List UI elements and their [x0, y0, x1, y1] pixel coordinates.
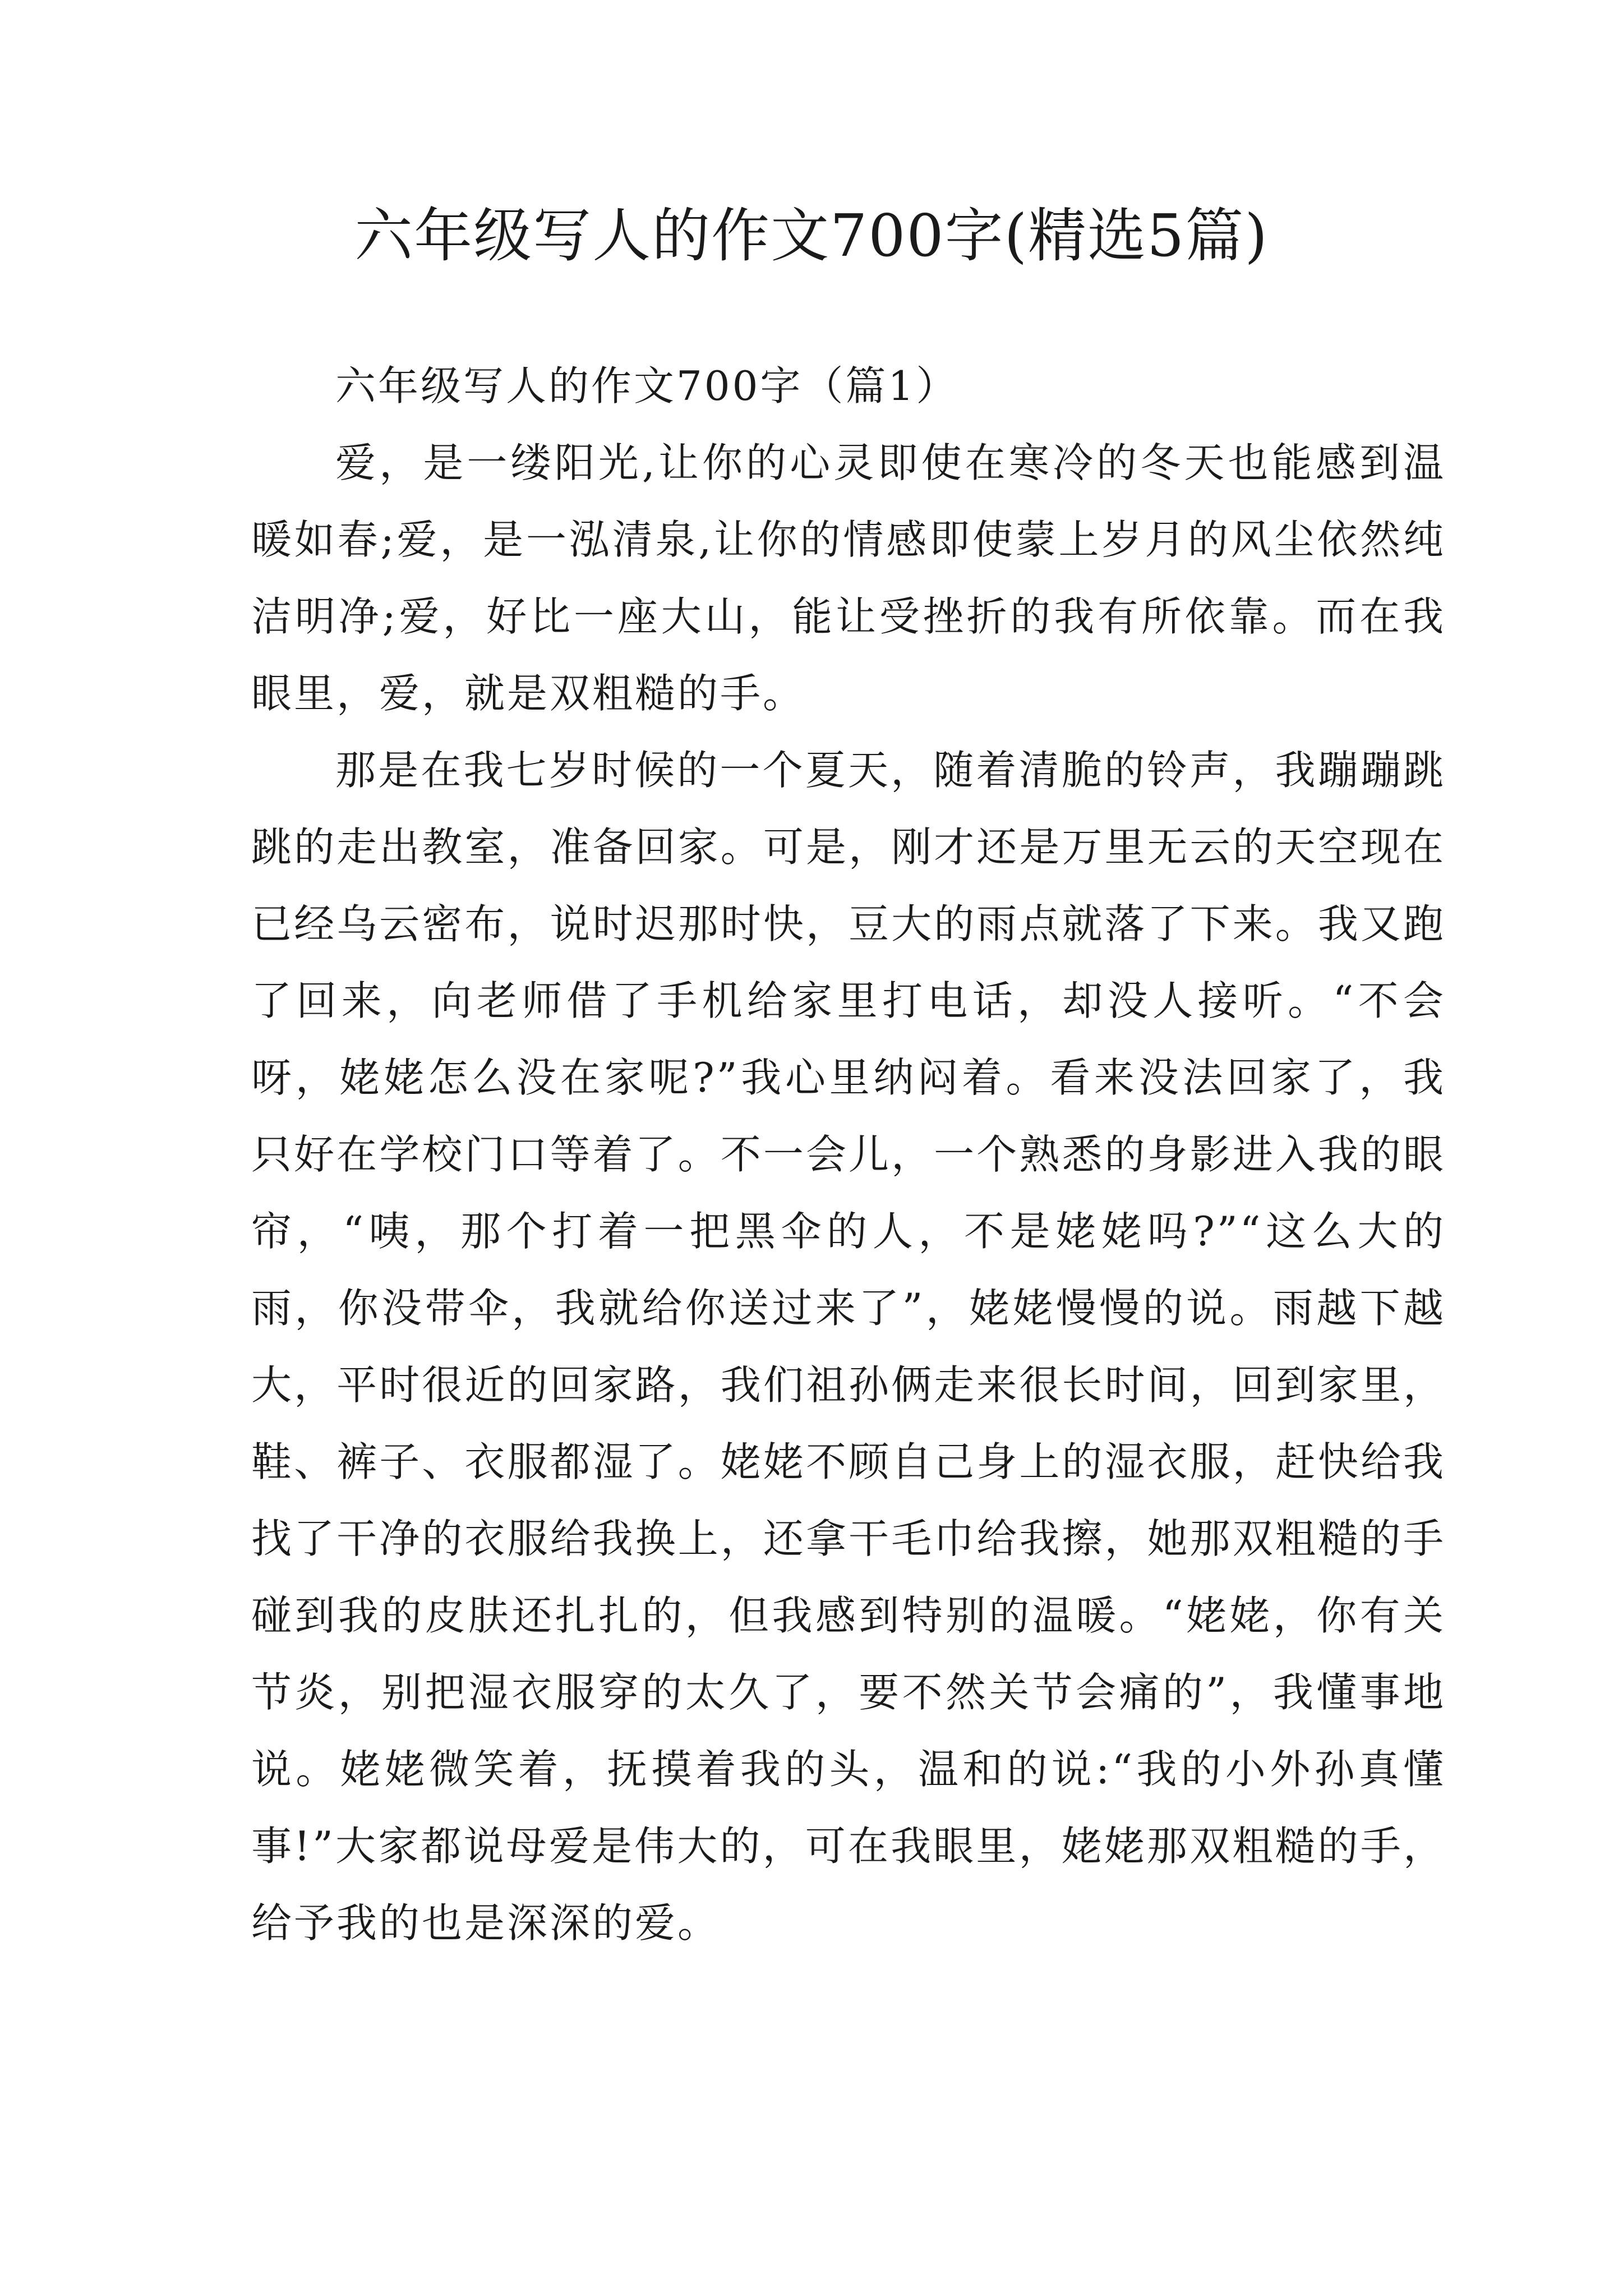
paragraph-2: 那是在我七岁时候的一个夏天，随着清脆的铃声，我蹦蹦跳跳的走出教室，准备回家。可是，刚才还是万里无云的天空现在已经乌云密布，说时迟那时快，豆大的雨点就落了下来。我又跑了回来，向老师借了手机给家里打电话，却没人接听。“不会呀，姥姥怎么没在家呢?”我心里纳闷着。看来没法回家了，我只好在学校门口等着了。不一会儿，一个熟悉的身影进入我的眼帘，“咦，那个打着一把黑伞的人，不是姥姥吗?”“这么大的雨，你没带伞，我就给你送过来了”，姥姥慢慢的说。雨越下越大，平时很近的回家路，我们祖孙俩走来很长时间，回到家里，鞋、裤子、衣服都湿了。姥姥不顾自己身上的湿衣服，赶快给我找了干净的衣服给我换上，还拿干毛巾给我擦，她那双粗糙的手碰到我的皮肤还扎扎的，但我感到特别的温暖。“姥姥，你有关节炎，别把湿衣服穿的太久了，要不然关节会痛的”，我懂事地说。姥姥微笑着，抚摸着我的头，温和的说:“我的小外孙真懂事!”大家都说母爱是伟大的，可在我眼里，姥姥那双粗糙的手，给予我的也是深深的爱。 [251, 747, 1446, 1947]
document-body [251, 348, 1446, 1962]
paragraph-1: 爱，是一缕阳光,让你的心灵即使在寒冷的冬天也能感到温暖如春;爱，是一泓清泉,让你的情感即使蒙上岁月的风尘依然纯洁明净;爱，好比一座大山，能让受挫折的我有所依靠。而在我眼里，爱，就是双粗糙的手。 [251, 439, 1446, 717]
section-heading: 六年级写人的作文700字（篇1） [335, 362, 959, 409]
document-title: 六年级写人的作文700字(精选5篇) [354, 201, 1269, 270]
